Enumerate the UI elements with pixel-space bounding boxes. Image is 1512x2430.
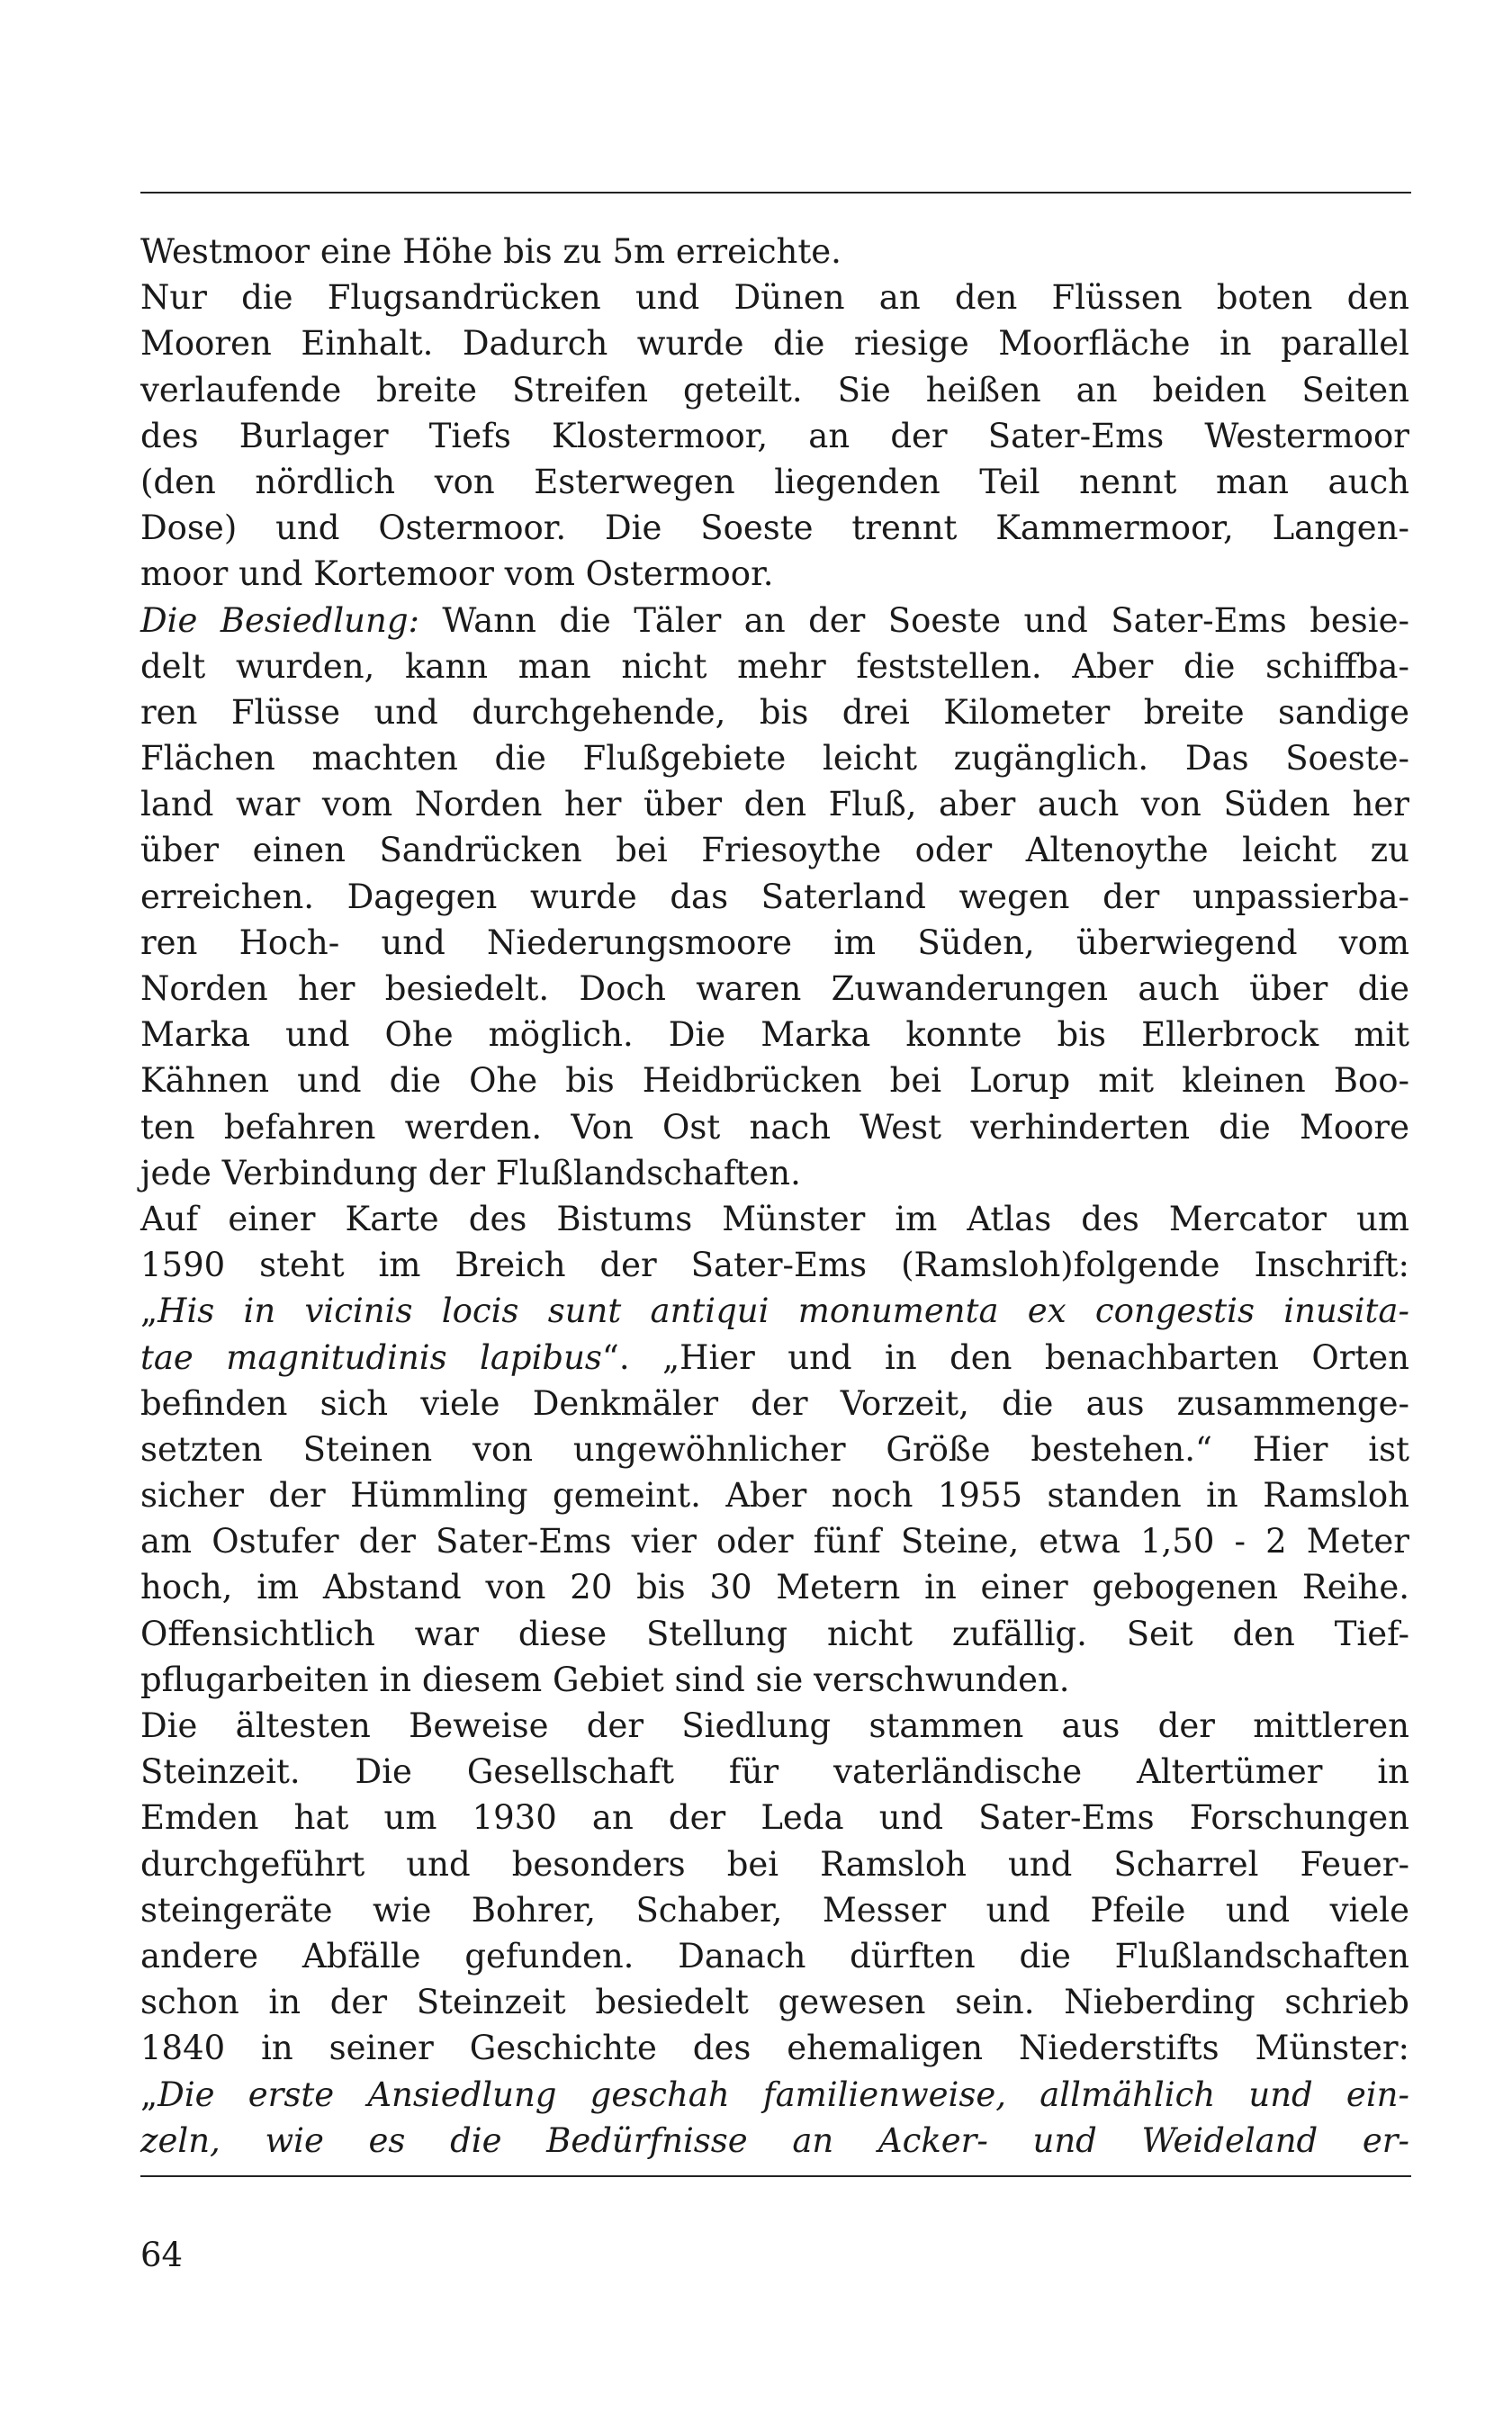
italic-text: Die erste Ansiedlung geschah familienweise, allmählich und ein- xyxy=(158,2074,1409,2114)
text-segment: pflugarbeiten in diesem Gebiet sind sie verschwunden. xyxy=(140,1660,1070,1699)
text-line xyxy=(140,1012,1409,1058)
text-line xyxy=(140,1611,1409,1657)
text-line xyxy=(140,2025,1409,2071)
text-segment: ren Hoch- und Niederungsmoore im Süden, überwiegend vom xyxy=(140,922,1409,962)
text-line xyxy=(140,689,1409,735)
text-line xyxy=(140,1058,1409,1103)
text-line xyxy=(140,735,1409,781)
text-segment: erreichen. Dagegen wurde das Saterland wegen der unpassierba- xyxy=(140,877,1409,916)
bottom-rule xyxy=(140,2175,1411,2177)
text-segment: Steinzeit. Die Gesellschaft für vaterländische Altertümer in xyxy=(140,1752,1409,1792)
text-line xyxy=(140,274,1409,320)
text-line xyxy=(140,1887,1409,1933)
text-line xyxy=(140,1795,1409,1840)
text-line xyxy=(140,2072,1409,2118)
text-segment: Kähnen und die Ohe bis Heidbrücken bei Lorup mit kleinen Boo- xyxy=(140,1061,1409,1101)
text-line xyxy=(140,1288,1409,1334)
text-line xyxy=(140,966,1409,1012)
text-line xyxy=(140,781,1409,827)
text-line xyxy=(140,920,1409,966)
text-segment: durchgeführt und besonders bei Ramsloh und Scharrel Feuer- xyxy=(140,1844,1409,1884)
text-line xyxy=(140,874,1409,920)
text-line xyxy=(140,1104,1409,1150)
text-segment: (den nördlich von Esterwegen liegenden Teil nennt man auch xyxy=(140,462,1409,501)
text-segment: Marka und Ohe möglich. Die Marka konnte bis Ellerbrock mit xyxy=(140,1015,1409,1055)
text-line xyxy=(140,1703,1409,1749)
text-segment: andere Abfälle gefunden. Danach dürften die Flußlandschaften xyxy=(140,1936,1409,1976)
text-line xyxy=(140,1472,1409,1518)
text-segment: hoch, im Abstand von 20 bis 30 Metern in einer gebogenen Reihe. xyxy=(140,1568,1409,1607)
top-rule xyxy=(140,192,1411,194)
text-segment: Norden her besiedelt. Doch waren Zuwanderungen auch über die xyxy=(140,969,1409,1008)
text-segment: des Burlager Tiefs Klostermoor, an der Sater-Ems Westermoor xyxy=(140,416,1409,455)
text-segment: „ xyxy=(140,1292,158,1331)
text-segment: Flächen machten die Flußgebiete leicht zugänglich. Das Soeste- xyxy=(140,739,1409,778)
text-segment: Auf einer Karte des Bistums Münster im Atlas des Mercator um xyxy=(140,1199,1409,1238)
text-line xyxy=(140,598,1409,644)
text-segment: über einen Sandrücken bei Friesoythe oder Altenoythe leicht zu xyxy=(140,831,1409,870)
text-segment: land war vom Norden her über den Fluß, aber auch von Süden her xyxy=(140,785,1409,824)
text-line xyxy=(140,459,1409,505)
text-segment: verlaufende breite Streifen geteilt. Sie heißen an beiden Seiten xyxy=(140,370,1409,410)
text-line xyxy=(140,367,1409,413)
text-line xyxy=(140,1426,1409,1472)
text-segment: “. „Hier und in den benachbarten Orten xyxy=(601,1337,1409,1377)
text-line xyxy=(140,505,1409,551)
text-segment: „ xyxy=(140,2074,158,2114)
text-segment: Wann die Täler an der Soeste und Sater-Ems besie- xyxy=(418,600,1409,640)
text-segment: setzten Steinen von ungewöhnlicher Größe bestehen.“ Hier ist xyxy=(140,1429,1409,1469)
text-line xyxy=(140,320,1409,366)
text-line xyxy=(140,1564,1409,1610)
text-segment: Westmoor eine Höhe bis zu 5m erreichte. xyxy=(140,232,842,271)
italic-text: His in vicinis locis sunt antiqui monumenta ex congestis inusita- xyxy=(158,1292,1409,1331)
text-line xyxy=(140,229,1409,274)
text-line xyxy=(140,1657,1409,1703)
text-line xyxy=(140,1933,1409,1979)
text-line xyxy=(140,413,1409,459)
text-line xyxy=(140,1196,1409,1242)
text-segment: sicher der Hümmling gemeint. Aber noch 1955 standen in Ramsloh xyxy=(140,1476,1409,1516)
text-segment: jede Verbindung der Flußlandschaften. xyxy=(140,1153,801,1192)
text-segment: schon in der Steinzeit besiedelt gewesen sein. Nieberding schrieb xyxy=(140,1983,1409,2022)
text-segment: Emden hat um 1930 an der Leda und Sater-Ems Forschungen xyxy=(140,1798,1409,1838)
text-line xyxy=(140,1841,1409,1887)
text-segment: delt wurden, kann man nicht mehr feststellen. Aber die schiffba- xyxy=(140,646,1409,686)
text-line xyxy=(140,551,1409,597)
text-segment: ten befahren werden. Von Ost nach West verhinderten die Moore xyxy=(140,1107,1409,1147)
text-line xyxy=(140,1518,1409,1564)
text-line xyxy=(140,827,1409,873)
italic-text: Die Besiedlung: xyxy=(140,600,419,640)
text-line xyxy=(140,1335,1409,1381)
text-line xyxy=(140,1979,1409,2025)
text-segment: am Ostufer der Sater-Ems vier oder fünf Steine, etwa 1,50 - 2 Meter xyxy=(140,1522,1409,1562)
text-line xyxy=(140,1749,1409,1795)
text-segment: Dose) und Ostermoor. Die Soeste trennt Kammermoor, Langen- xyxy=(140,508,1409,548)
italic-text: tae magnitudinis lapibus xyxy=(140,1337,602,1377)
text-segment: Die ältesten Beweise der Siedlung stammen aus der mittleren xyxy=(140,1706,1409,1745)
text-segment: Offensichtlich war diese Stellung nicht zufällig. Seit den Tief- xyxy=(140,1614,1409,1653)
italic-text: zeln, wie es die Bedürfnisse an Acker- und Weideland er- xyxy=(140,2120,1409,2160)
text-segment: 1840 in seiner Geschichte des ehemaligen Niederstifts Münster: xyxy=(140,2029,1409,2068)
text-line xyxy=(140,2118,1409,2164)
text-segment: moor und Kortemoor vom Ostermoor. xyxy=(140,554,774,594)
text-segment: befinden sich viele Denkmäler der Vorzeit, die aus zusammenge- xyxy=(140,1383,1409,1423)
text-segment: ren Flüsse und durchgehende, bis drei Kilometer breite sandige xyxy=(140,692,1409,732)
body-text xyxy=(140,229,1409,2164)
text-segment: Nur die Flugsandrücken und Dünen an den Flüssen boten den xyxy=(140,278,1409,318)
page-number: 64 xyxy=(140,2236,184,2274)
text-segment: 1590 steht im Breich der Sater-Ems (Ramsloh)folgende Inschrift: xyxy=(140,1246,1409,1285)
text-line xyxy=(140,1150,1409,1196)
text-line xyxy=(140,1381,1409,1426)
text-segment: steingeräte wie Bohrer, Schaber, Messer und Pfeile und viele xyxy=(140,1890,1409,1930)
text-line xyxy=(140,644,1409,689)
text-segment: Mooren Einhalt. Dadurch wurde die riesige Moorfläche in parallel xyxy=(140,324,1409,364)
text-line xyxy=(140,1242,1409,1288)
